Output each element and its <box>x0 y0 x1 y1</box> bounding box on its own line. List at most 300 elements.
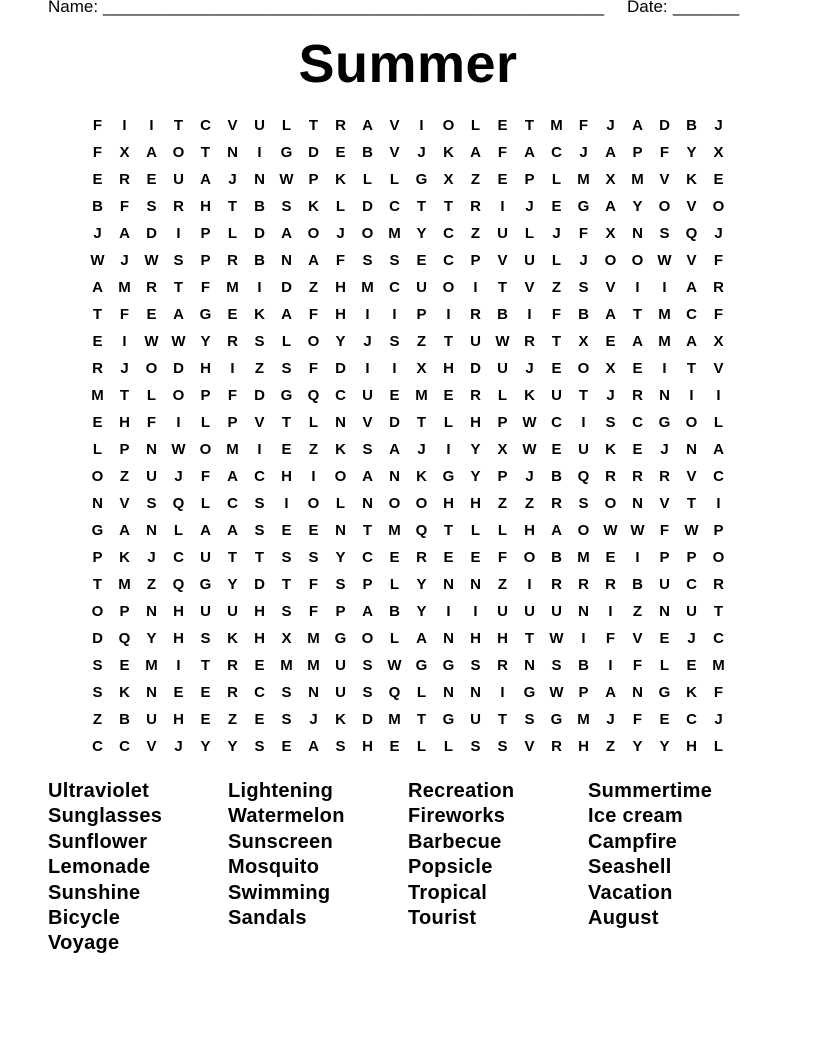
grid-letter[interactable]: T <box>497 279 508 296</box>
grid-letter[interactable]: O <box>415 495 428 512</box>
grid-letter[interactable]: S <box>146 495 157 512</box>
grid-letter[interactable]: F <box>227 387 238 404</box>
grid-letter[interactable]: O <box>361 225 374 242</box>
grid-letter[interactable]: O <box>712 198 725 215</box>
grid-letter[interactable]: D <box>254 576 265 593</box>
grid-letter[interactable]: H <box>335 279 346 296</box>
grid-letter[interactable]: F <box>200 468 211 485</box>
grid-letter[interactable]: Q <box>577 468 590 485</box>
grid-letter[interactable]: C <box>200 117 211 134</box>
grid-letter[interactable]: S <box>362 252 373 269</box>
grid-letter[interactable]: U <box>497 603 508 620</box>
grid-letter[interactable]: I <box>446 306 451 323</box>
grid-letter[interactable]: Z <box>416 333 427 350</box>
grid-letter[interactable]: W <box>495 333 510 350</box>
grid-letter[interactable]: K <box>308 198 319 215</box>
grid-letter[interactable]: Z <box>146 576 157 593</box>
grid-letter[interactable]: C <box>551 144 562 161</box>
grid-letter[interactable]: R <box>713 279 724 296</box>
grid-letter[interactable]: I <box>176 657 181 674</box>
grid-letter[interactable]: B <box>686 117 697 134</box>
grid-letter[interactable]: Y <box>335 549 346 566</box>
grid-letter[interactable]: J <box>525 468 534 485</box>
grid-letter[interactable]: C <box>713 468 724 485</box>
grid-letter[interactable]: N <box>443 630 454 647</box>
grid-letter[interactable]: J <box>714 117 723 134</box>
grid-letter[interactable]: G <box>91 522 104 539</box>
grid-letter[interactable]: F <box>119 198 130 215</box>
grid-letter[interactable]: L <box>389 171 400 188</box>
grid-letter[interactable]: O <box>658 198 671 215</box>
grid-letter[interactable]: S <box>497 738 508 755</box>
grid-letter[interactable]: E <box>551 441 562 458</box>
grid-letter[interactable]: A <box>632 117 643 134</box>
grid-letter[interactable]: Z <box>470 171 481 188</box>
grid-letter[interactable]: E <box>200 711 211 728</box>
grid-letter[interactable]: R <box>632 387 643 404</box>
grid-letter[interactable]: S <box>362 657 373 674</box>
grid-letter[interactable]: W <box>657 252 672 269</box>
grid-letter[interactable]: J <box>417 441 426 458</box>
grid-letter[interactable]: H <box>362 738 373 755</box>
grid-letter[interactable]: I <box>581 414 586 431</box>
grid-letter[interactable]: X <box>605 360 616 377</box>
grid-letter[interactable]: C <box>686 711 697 728</box>
name-field-line[interactable]: _____________________________________________________ <box>103 0 605 16</box>
grid-letter[interactable]: G <box>415 171 428 188</box>
grid-letter[interactable]: S <box>146 198 157 215</box>
grid-letter[interactable]: S <box>389 333 400 350</box>
grid-letter[interactable]: X <box>497 441 508 458</box>
grid-letter[interactable]: U <box>659 576 670 593</box>
grid-letter[interactable]: B <box>389 603 400 620</box>
grid-letter[interactable]: E <box>146 306 157 323</box>
grid-letter[interactable]: O <box>685 414 698 431</box>
grid-letter[interactable]: L <box>713 414 724 431</box>
grid-letter[interactable]: E <box>389 549 400 566</box>
grid-letter[interactable]: J <box>525 198 534 215</box>
grid-letter[interactable]: J <box>147 549 156 566</box>
grid-letter[interactable]: D <box>92 630 103 647</box>
grid-letter[interactable]: Q <box>118 630 131 647</box>
grid-letter[interactable]: R <box>416 549 427 566</box>
grid-letter[interactable]: O <box>442 279 455 296</box>
grid-letter[interactable]: H <box>443 495 454 512</box>
grid-letter[interactable]: Z <box>551 279 562 296</box>
grid-letter[interactable]: G <box>199 306 212 323</box>
grid-letter[interactable]: I <box>122 333 127 350</box>
grid-letter[interactable]: U <box>551 603 562 620</box>
grid-letter[interactable]: S <box>551 657 562 674</box>
grid-letter[interactable]: P <box>362 576 373 593</box>
grid-letter[interactable]: I <box>635 549 640 566</box>
grid-letter[interactable]: S <box>200 630 211 647</box>
grid-letter[interactable]: N <box>443 576 454 593</box>
grid-letter[interactable]: C <box>119 738 130 755</box>
grid-letter[interactable]: M <box>577 549 590 566</box>
grid-letter[interactable]: I <box>149 117 154 134</box>
grid-letter[interactable]: A <box>362 468 373 485</box>
grid-letter[interactable]: G <box>442 468 455 485</box>
grid-letter[interactable]: E <box>632 441 643 458</box>
grid-letter[interactable]: D <box>362 198 373 215</box>
grid-letter[interactable]: H <box>200 360 211 377</box>
grid-letter[interactable]: H <box>470 414 481 431</box>
grid-letter[interactable]: J <box>174 738 183 755</box>
grid-letter[interactable]: O <box>577 522 590 539</box>
grid-letter[interactable]: L <box>416 684 427 701</box>
grid-letter[interactable]: Z <box>470 225 481 242</box>
grid-letter[interactable]: L <box>524 225 535 242</box>
grid-letter[interactable]: L <box>200 495 211 512</box>
grid-letter[interactable]: M <box>415 387 428 404</box>
grid-letter[interactable]: X <box>578 333 589 350</box>
grid-letter[interactable]: H <box>524 522 535 539</box>
grid-letter[interactable]: V <box>659 171 670 188</box>
grid-letter[interactable]: U <box>173 171 184 188</box>
grid-letter[interactable]: I <box>527 306 532 323</box>
grid-letter[interactable]: N <box>389 468 400 485</box>
grid-letter[interactable]: L <box>659 657 670 674</box>
grid-letter[interactable]: U <box>254 117 265 134</box>
grid-letter[interactable]: M <box>388 711 401 728</box>
grid-letter[interactable]: A <box>605 684 616 701</box>
grid-letter[interactable]: H <box>254 603 265 620</box>
grid-letter[interactable]: B <box>578 306 589 323</box>
grid-letter[interactable]: L <box>470 117 481 134</box>
grid-letter[interactable]: C <box>551 414 562 431</box>
grid-letter[interactable]: C <box>443 252 454 269</box>
grid-letter[interactable]: S <box>254 522 265 539</box>
grid-letter[interactable]: F <box>632 711 643 728</box>
grid-letter[interactable]: E <box>227 306 238 323</box>
grid-letter[interactable]: L <box>389 576 400 593</box>
grid-letter[interactable]: U <box>200 603 211 620</box>
grid-letter[interactable]: P <box>524 171 535 188</box>
grid-letter[interactable]: T <box>200 657 211 674</box>
grid-letter[interactable]: J <box>606 387 615 404</box>
grid-letter[interactable]: D <box>659 117 670 134</box>
grid-letter[interactable]: T <box>308 117 319 134</box>
grid-letter[interactable]: A <box>173 306 184 323</box>
grid-letter[interactable]: R <box>227 657 238 674</box>
grid-letter[interactable]: J <box>120 360 129 377</box>
grid-letter[interactable]: U <box>497 225 508 242</box>
grid-letter[interactable]: V <box>713 360 724 377</box>
grid-letter[interactable]: O <box>523 549 536 566</box>
grid-letter[interactable]: H <box>470 630 481 647</box>
grid-letter[interactable]: R <box>173 198 184 215</box>
grid-letter[interactable]: J <box>714 225 723 242</box>
grid-letter[interactable]: T <box>686 495 697 512</box>
grid-letter[interactable]: N <box>308 684 319 701</box>
grid-letter[interactable]: N <box>146 684 157 701</box>
grid-letter[interactable]: Y <box>686 144 697 161</box>
grid-letter[interactable]: F <box>632 657 643 674</box>
grid-letter[interactable]: N <box>254 171 265 188</box>
grid-letter[interactable]: G <box>199 576 212 593</box>
grid-letter[interactable]: Z <box>497 576 508 593</box>
grid-letter[interactable]: K <box>686 684 697 701</box>
grid-letter[interactable]: R <box>470 198 481 215</box>
grid-letter[interactable]: X <box>443 171 454 188</box>
grid-letter[interactable]: G <box>442 711 455 728</box>
grid-letter[interactable]: A <box>119 522 130 539</box>
grid-letter[interactable]: R <box>605 576 616 593</box>
grid-letter[interactable]: W <box>522 441 537 458</box>
grid-letter[interactable]: O <box>307 333 320 350</box>
grid-letter[interactable]: M <box>307 657 320 674</box>
grid-letter[interactable]: M <box>226 279 239 296</box>
grid-letter[interactable]: E <box>659 711 670 728</box>
grid-letter[interactable]: T <box>443 333 454 350</box>
grid-letter[interactable]: U <box>470 711 481 728</box>
grid-letter[interactable]: G <box>415 657 428 674</box>
grid-letter[interactable]: R <box>497 657 508 674</box>
grid-letter[interactable]: P <box>200 225 211 242</box>
grid-letter[interactable]: T <box>416 711 427 728</box>
grid-letter[interactable]: E <box>335 144 346 161</box>
grid-letter[interactable]: N <box>524 657 535 674</box>
grid-letter[interactable]: I <box>716 387 721 404</box>
grid-letter[interactable]: F <box>713 306 724 323</box>
grid-letter[interactable]: X <box>605 171 616 188</box>
grid-letter[interactable]: I <box>311 468 316 485</box>
grid-letter[interactable]: S <box>659 225 670 242</box>
grid-letter[interactable]: O <box>307 495 320 512</box>
grid-letter[interactable]: M <box>91 387 104 404</box>
grid-letter[interactable]: J <box>417 144 426 161</box>
grid-letter[interactable]: K <box>119 684 130 701</box>
grid-letter[interactable]: L <box>551 252 562 269</box>
grid-letter[interactable]: S <box>470 738 481 755</box>
grid-letter[interactable]: K <box>119 549 130 566</box>
grid-letter[interactable]: I <box>257 441 262 458</box>
grid-letter[interactable]: F <box>308 603 319 620</box>
grid-letter[interactable]: E <box>92 333 103 350</box>
grid-letter[interactable]: D <box>254 225 265 242</box>
grid-letter[interactable]: D <box>362 711 373 728</box>
grid-letter[interactable]: F <box>551 306 562 323</box>
grid-letter[interactable]: G <box>550 711 563 728</box>
grid-letter[interactable]: J <box>120 252 129 269</box>
grid-letter[interactable]: Z <box>227 711 238 728</box>
grid-letter[interactable]: M <box>550 117 563 134</box>
grid-letter[interactable]: K <box>254 306 265 323</box>
grid-letter[interactable]: P <box>416 306 427 323</box>
grid-letter[interactable]: J <box>687 630 696 647</box>
grid-letter[interactable]: A <box>632 333 643 350</box>
grid-letter[interactable]: D <box>335 360 346 377</box>
grid-letter[interactable]: T <box>200 144 211 161</box>
grid-letter[interactable]: P <box>119 603 130 620</box>
grid-letter[interactable]: T <box>686 360 697 377</box>
grid-letter[interactable]: Y <box>146 630 157 647</box>
grid-letter[interactable]: V <box>146 738 157 755</box>
grid-letter[interactable]: E <box>389 387 400 404</box>
grid-letter[interactable]: R <box>605 468 616 485</box>
grid-letter[interactable]: F <box>578 117 589 134</box>
grid-letter[interactable]: K <box>605 441 616 458</box>
grid-letter[interactable]: N <box>335 522 346 539</box>
grid-letter[interactable]: P <box>200 387 211 404</box>
grid-letter[interactable]: A <box>281 306 292 323</box>
grid-letter[interactable]: E <box>200 684 211 701</box>
grid-letter[interactable]: E <box>659 630 670 647</box>
grid-letter[interactable]: G <box>523 684 536 701</box>
grid-letter[interactable]: M <box>307 630 320 647</box>
grid-letter[interactable]: E <box>632 360 643 377</box>
grid-letter[interactable]: B <box>551 468 562 485</box>
grid-letter[interactable]: D <box>308 144 319 161</box>
grid-letter[interactable]: R <box>551 495 562 512</box>
grid-letter[interactable]: M <box>118 279 131 296</box>
grid-letter[interactable]: R <box>551 738 562 755</box>
grid-letter[interactable]: M <box>388 522 401 539</box>
grid-letter[interactable]: F <box>659 522 670 539</box>
grid-letter[interactable]: A <box>92 279 103 296</box>
grid-letter[interactable]: C <box>254 468 265 485</box>
grid-letter[interactable]: A <box>227 468 238 485</box>
grid-letter[interactable]: I <box>473 279 478 296</box>
grid-letter[interactable]: F <box>497 549 508 566</box>
grid-letter[interactable]: S <box>281 603 292 620</box>
grid-letter[interactable]: I <box>122 117 127 134</box>
grid-letter[interactable]: N <box>659 603 670 620</box>
grid-letter[interactable]: E <box>92 414 103 431</box>
grid-letter[interactable]: J <box>309 711 318 728</box>
grid-letter[interactable]: U <box>578 441 589 458</box>
grid-letter[interactable]: L <box>200 414 211 431</box>
grid-letter[interactable]: N <box>578 603 589 620</box>
grid-letter[interactable]: A <box>686 279 697 296</box>
grid-letter[interactable]: N <box>632 495 643 512</box>
grid-letter[interactable]: T <box>497 711 508 728</box>
grid-letter[interactable]: R <box>335 117 346 134</box>
grid-letter[interactable]: E <box>146 171 157 188</box>
grid-letter[interactable]: I <box>446 441 451 458</box>
grid-letter[interactable]: I <box>446 603 451 620</box>
grid-letter[interactable]: E <box>308 522 319 539</box>
grid-letter[interactable]: E <box>254 711 265 728</box>
grid-letter[interactable]: B <box>92 198 103 215</box>
grid-letter[interactable]: K <box>335 171 346 188</box>
grid-letter[interactable]: B <box>119 711 130 728</box>
grid-letter[interactable]: Q <box>388 684 401 701</box>
grid-letter[interactable]: Y <box>227 738 238 755</box>
grid-letter[interactable]: E <box>551 360 562 377</box>
grid-letter[interactable]: A <box>362 117 373 134</box>
grid-letter[interactable]: E <box>173 684 184 701</box>
grid-letter[interactable]: S <box>335 576 346 593</box>
grid-letter[interactable]: D <box>173 360 184 377</box>
grid-letter[interactable]: D <box>146 225 157 242</box>
grid-letter[interactable]: E <box>605 549 616 566</box>
grid-letter[interactable]: G <box>334 630 347 647</box>
grid-letter[interactable]: E <box>92 171 103 188</box>
grid-letter[interactable]: R <box>470 306 481 323</box>
grid-letter[interactable]: R <box>119 171 130 188</box>
grid-letter[interactable]: T <box>713 603 724 620</box>
grid-letter[interactable]: W <box>603 522 618 539</box>
grid-letter[interactable]: O <box>388 495 401 512</box>
grid-letter[interactable]: V <box>686 198 697 215</box>
grid-letter[interactable]: A <box>146 144 157 161</box>
grid-letter[interactable]: N <box>632 225 643 242</box>
grid-letter[interactable]: C <box>92 738 103 755</box>
grid-letter[interactable]: O <box>145 360 158 377</box>
grid-letter[interactable]: T <box>281 576 292 593</box>
grid-letter[interactable]: X <box>605 225 616 242</box>
grid-letter[interactable]: J <box>174 468 183 485</box>
grid-letter[interactable]: L <box>308 414 319 431</box>
grid-letter[interactable]: E <box>713 171 724 188</box>
grid-letter[interactable]: A <box>227 522 238 539</box>
grid-letter[interactable]: L <box>281 333 292 350</box>
grid-letter[interactable]: C <box>389 279 400 296</box>
grid-letter[interactable]: V <box>254 414 265 431</box>
grid-letter[interactable]: C <box>686 306 697 323</box>
grid-letter[interactable]: E <box>389 738 400 755</box>
grid-letter[interactable]: N <box>92 495 103 512</box>
grid-letter[interactable]: Y <box>335 333 346 350</box>
grid-letter[interactable]: W <box>171 333 186 350</box>
grid-letter[interactable]: K <box>227 630 238 647</box>
grid-letter[interactable]: W <box>90 252 105 269</box>
grid-letter[interactable]: F <box>146 414 157 431</box>
grid-letter[interactable]: Y <box>632 738 643 755</box>
grid-letter[interactable]: P <box>92 549 103 566</box>
grid-letter[interactable]: H <box>497 630 508 647</box>
grid-letter[interactable]: G <box>442 657 455 674</box>
grid-letter[interactable]: J <box>228 171 237 188</box>
grid-letter[interactable]: T <box>227 549 238 566</box>
grid-letter[interactable]: H <box>173 711 184 728</box>
grid-letter[interactable]: T <box>443 522 454 539</box>
grid-letter[interactable]: P <box>119 441 130 458</box>
grid-letter[interactable]: E <box>551 198 562 215</box>
grid-letter[interactable]: S <box>524 711 535 728</box>
grid-letter[interactable]: W <box>171 441 186 458</box>
grid-letter[interactable]: I <box>473 603 478 620</box>
grid-letter[interactable]: N <box>659 387 670 404</box>
grid-letter[interactable]: U <box>335 657 346 674</box>
grid-letter[interactable]: O <box>172 144 185 161</box>
grid-letter[interactable]: C <box>173 549 184 566</box>
grid-letter[interactable]: F <box>659 144 670 161</box>
grid-letter[interactable]: D <box>254 387 265 404</box>
grid-letter[interactable]: O <box>307 225 320 242</box>
grid-letter[interactable]: C <box>389 198 400 215</box>
grid-letter[interactable]: L <box>551 171 562 188</box>
grid-letter[interactable]: O <box>91 468 104 485</box>
grid-letter[interactable]: S <box>362 441 373 458</box>
grid-letter[interactable]: J <box>714 711 723 728</box>
grid-letter[interactable]: S <box>92 657 103 674</box>
grid-letter[interactable]: L <box>335 495 346 512</box>
grid-letter[interactable]: W <box>144 252 159 269</box>
grid-letter[interactable]: V <box>605 279 616 296</box>
grid-letter[interactable]: Z <box>92 711 103 728</box>
grid-letter[interactable]: S <box>254 495 265 512</box>
grid-letter[interactable]: I <box>527 576 532 593</box>
grid-letter[interactable]: B <box>632 576 643 593</box>
grid-letter[interactable]: F <box>92 144 103 161</box>
grid-letter[interactable]: I <box>176 414 181 431</box>
grid-letter[interactable]: E <box>497 117 508 134</box>
grid-letter[interactable]: C <box>335 387 346 404</box>
grid-letter[interactable]: Q <box>685 225 698 242</box>
